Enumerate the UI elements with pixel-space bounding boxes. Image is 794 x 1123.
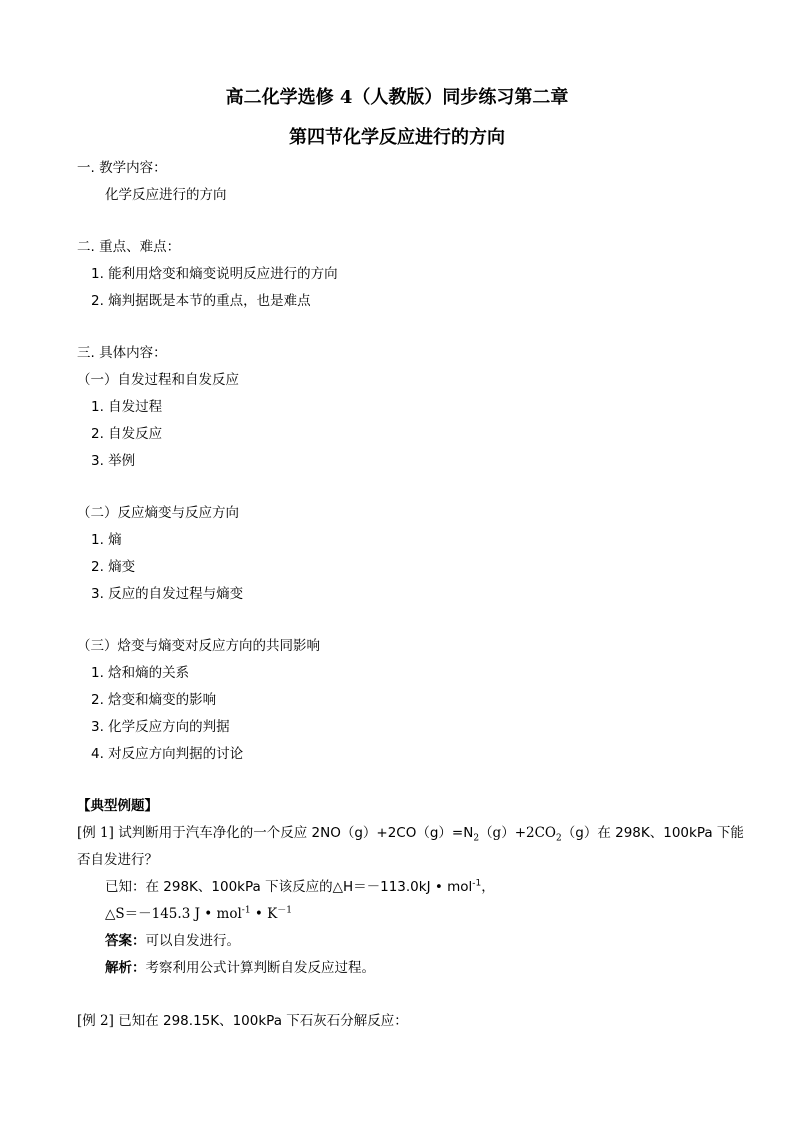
answer-label: 答案： [105,933,146,949]
list-item: 2. 自发反应 [91,426,163,442]
example2-text: 已知在 298.15K、100kPa 下石灰石分解反应： [113,1013,408,1029]
example1-question-text: （g）在 298K、100kPa 下能 [561,825,744,841]
example1-entropy [105,904,292,924]
list-item: 2. 焓变和熵变的影响 [91,692,217,708]
examples-heading: 【典型例题】 [77,798,158,814]
example2-label: [例 2] [77,1013,114,1029]
subscript: 2 [556,833,562,844]
example1-question-line2: 否自发进行？ [77,852,158,868]
list-item: 1. 自发过程 [91,399,163,415]
list-item: 3. 反应的自发过程与熵变 [91,586,244,602]
answer-text: 可以自发进行。 [145,933,240,949]
list-item: 1. 熵 [91,532,122,548]
section1-heading: 一. 教学内容： [77,160,167,176]
analysis-text: 考察利用公式计算判断自发反应过程。 [145,960,375,976]
example1-known [105,877,495,897]
superscript: -1 [241,905,251,916]
entropy-text: • K [250,906,278,922]
section-title: 第四节化学反应进行的方向 [289,127,505,148]
example1-question-text: 试判断用于汽车净化的一个反应 2NO（g）+2CO（g）=N [113,825,474,841]
example2-question [77,1011,408,1031]
subsection-heading: （一）自发过程和自发反应 [77,372,239,388]
analysis-label: 解析： [105,960,146,976]
list-item: 3. 化学反应方向的判据 [91,719,230,735]
list-item: 2. 熵判据既是本节的重点，也是难点 [91,293,311,309]
known-text: 已知：在 298K、100kPa 下该反应的△H＝－113.0kJ • mol [105,879,473,895]
example1-analysis [105,958,375,978]
section2-heading: 二. 重点、难点： [77,239,181,255]
example1-label: [例 1] [77,825,114,841]
example1-question [77,823,744,843]
subsection-heading: （三）焓变与熵变对反应方向的共同影响 [77,638,320,654]
section3-heading: 三. 具体内容： [77,345,167,361]
example1-question-text: （g）+2CO [479,825,557,841]
list-item: 3. 举例 [91,453,136,469]
superscript: -1 [472,878,482,889]
superscript: －1 [277,905,292,916]
section1-content: 化学反应进行的方向 [105,187,227,203]
list-item: 1. 能利用焓变和熵变说明反应进行的方向 [91,266,338,282]
list-item: 4. 对反应方向判据的讨论 [91,746,244,762]
example1-answer [105,931,240,951]
entropy-text: △S＝－145.3 J • mol [105,906,242,922]
document-title: 高二化学选修 4（人教版）同步练习第二章 [225,87,569,108]
list-item: 1. 焓和熵的关系 [91,665,190,681]
known-text: ， [481,879,495,895]
subsection-heading: （二）反应熵变与反应方向 [77,505,239,521]
list-item: 2. 熵变 [91,559,136,575]
subscript: 2 [473,833,480,844]
